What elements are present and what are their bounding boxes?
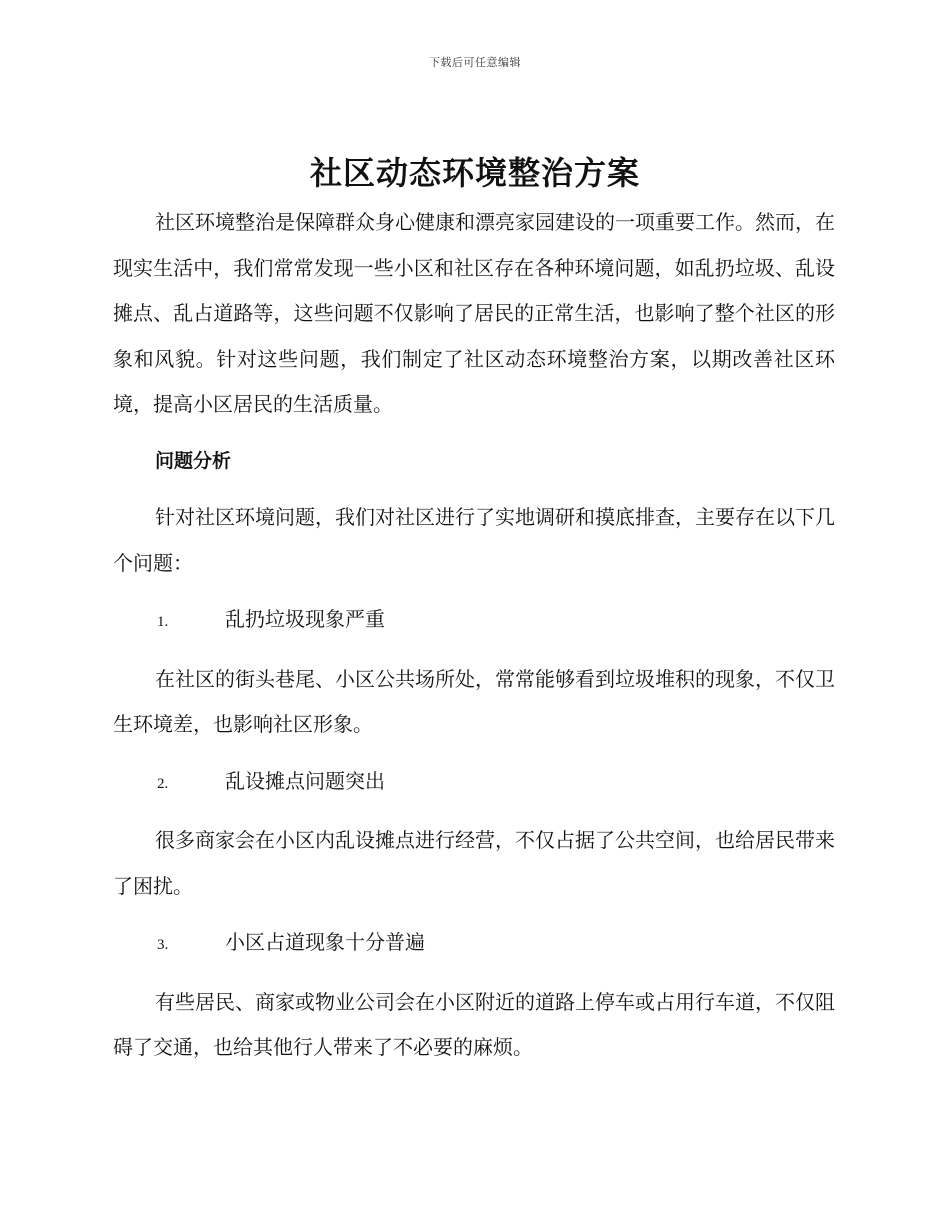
problem-item-3 bbox=[113, 920, 835, 969]
problem-description-3: 有些居民、商家或物业公司会在小区附近的道路上停车或占用行车道，不仅阻碍了交通，也给其他行人带来了不必要的麻烦。 bbox=[113, 989, 835, 1059]
problem-title: 乱设摊点问题突出 bbox=[225, 768, 385, 793]
problem-number: 2. bbox=[157, 775, 169, 792]
intro-paragraph: 社区环境整治是保障群众身心健康和漂亮家园建设的一项重要工作。然而，在现实生活中，我们常常发现一些小区和社区存在各种环境问题，如乱扔垃圾、乱设摊点、乱占道路等，这些问题不仅影响了居民的正常生活，也影响了整个社区的形象和风貌。针对这些问题，我们制定了社区动态环境整治方案，以期改善社区环境，提高小区居民的生活质量。 bbox=[113, 210, 835, 416]
problem-item-1 bbox=[113, 597, 835, 646]
header-note: 下载后可任意编辑 bbox=[429, 56, 521, 69]
problem-title: 乱扔垃圾现象严重 bbox=[225, 607, 385, 631]
problem-title: 小区占道现象十分普遍 bbox=[225, 930, 425, 954]
section-heading: 问题分析 bbox=[155, 449, 232, 472]
problem-number: 3. bbox=[157, 937, 169, 953]
problem-description-2: 很多商家会在小区内乱设摊点进行经营，不仅占据了公共空间，也给居民带来了困扰。 bbox=[113, 828, 835, 898]
document-body bbox=[113, 200, 835, 1082]
problem-item-2 bbox=[113, 759, 835, 808]
document-title: 社区动态环境整治方案 bbox=[309, 154, 640, 192]
problem-number: 1. bbox=[157, 614, 169, 630]
section-intro-paragraph: 针对社区环境问题，我们对社区进行了实地调研和摸底排查，主要存在以下几个问题： bbox=[113, 505, 835, 575]
problem-description-1: 在社区的街头巷尾、小区公共场所处，常常能够看到垃圾堆积的现象，不仅卫生环境差，也影响社区形象。 bbox=[113, 666, 835, 736]
